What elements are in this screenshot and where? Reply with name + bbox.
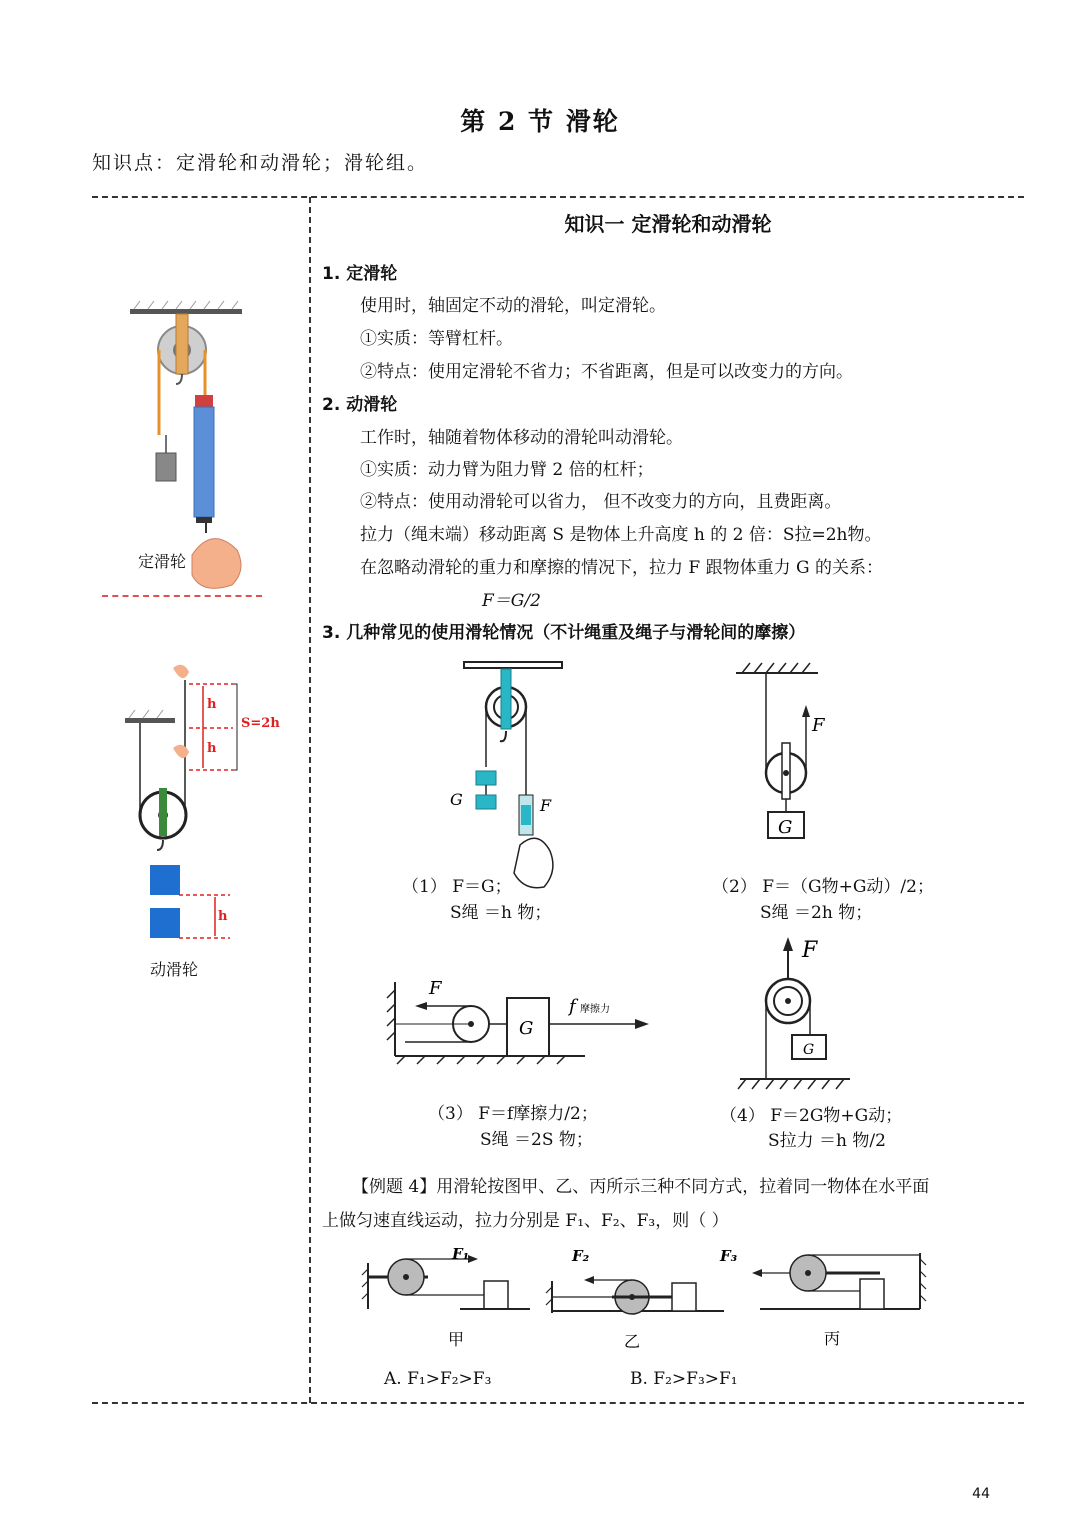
svg-text:F₃: F₃: [720, 1247, 738, 1265]
svg-text:G: G: [803, 1042, 815, 1058]
case4-line2: S拉力 ＝h 物/2: [768, 1131, 886, 1151]
case1-line2: S绳 ＝h 物；: [450, 903, 552, 923]
svg-text:乙: 乙: [624, 1332, 641, 1351]
movable-pulley-feature: ②特点：使用动滑轮可以省力， 但不改变力的方向，且费距离。: [360, 492, 842, 512]
svg-text:F: F: [540, 796, 552, 815]
case4-inverted-pulley-diagram: [732, 935, 857, 1095]
svg-text:h: h: [207, 741, 217, 756]
example-pulley-diagrams: [360, 1243, 950, 1358]
case2-line1: （2） F＝（G物+G动）/2；: [712, 877, 934, 897]
fixed-pulley-heading: 1. 定滑轮: [322, 264, 398, 284]
svg-text:摩擦力: 摩擦力: [580, 1004, 610, 1015]
column-divider: [309, 197, 311, 1403]
svg-text:F₂: F₂: [572, 1247, 590, 1265]
case2-line2: S绳 ＝2h 物；: [760, 903, 873, 923]
svg-text:f: f: [569, 996, 576, 1017]
movable-pulley-essence: ①实质：动力臂为阻力臂 2 倍的杠杆；: [360, 460, 654, 480]
movable-pulley-formula: F＝G/2: [482, 591, 541, 611]
movable-pulley-distance: 拉力（绳末端）移动距离 S 是物体上升高度 h 的 2 倍：S拉=2h物。: [360, 525, 882, 545]
movable-pulley-relation: 在忽略动滑轮的重力和摩擦的情况下，拉力 F 跟物体重力 G 的关系：: [360, 558, 883, 578]
svg-text:F: F: [429, 978, 442, 999]
movable-pulley-heading: 2. 动滑轮: [322, 395, 398, 415]
svg-text:h: h: [207, 697, 217, 712]
fixed-pulley-feature: ②特点：使用定滑轮不省力；不省距离，但是可以改变力的方向。: [360, 362, 853, 382]
case1-fixed-pulley-diagram: [440, 655, 580, 890]
case2-movable-pulley-diagram: [728, 657, 838, 842]
case3-horizontal-pulley-diagram: [385, 970, 660, 1070]
knowledge-points: 知识点：定滑轮和动滑轮；滑轮组。: [92, 152, 429, 174]
movable-pulley-definition: 工作时，轴随着物体移动的滑轮叫动滑轮。: [360, 428, 683, 448]
top-divider: [92, 196, 1024, 198]
fixed-pulley-definition: 使用时，轴固定不动的滑轮，叫定滑轮。: [360, 296, 666, 316]
movable-pulley-illustration: [115, 660, 290, 950]
case3-line1: （3） F＝f摩擦力/2；: [428, 1104, 598, 1124]
svg-text:F: F: [812, 715, 825, 736]
section-title: 知识一 定滑轮和动滑轮: [564, 212, 772, 236]
example-line2: 上做匀速直线运动，拉力分别是 F₁、F₂、F₃，则（ ）: [322, 1211, 729, 1231]
left-red-divider: [102, 595, 262, 597]
svg-text:G: G: [778, 817, 793, 838]
svg-text:G: G: [519, 1018, 534, 1039]
option-b: B. F₂>F₃>F₁: [630, 1369, 738, 1389]
svg-text:G: G: [450, 790, 463, 809]
page-title: 第 2 节 滑轮: [460, 107, 620, 136]
svg-text:F: F: [802, 938, 818, 963]
case1-line1: （1） F＝G；: [402, 877, 512, 897]
example-line1: 【例题 4】用滑轮按图甲、乙、丙所示三种不同方式，拉着同一物体在水平面: [352, 1177, 930, 1197]
svg-text:F₁: F₁: [452, 1245, 470, 1263]
option-a: A. F₁>F₂>F₃: [384, 1369, 492, 1389]
svg-text:h: h: [218, 909, 228, 924]
fixed-pulley-caption: 定滑轮: [138, 552, 187, 571]
page-number: 44: [972, 1486, 990, 1502]
cases-heading: 3. 几种常见的使用滑轮情况（不计绳重及绳子与滑轮间的摩擦）: [322, 623, 806, 643]
case4-line1: （4） F＝2G物+G动；: [720, 1106, 903, 1126]
fixed-pulley-essence: ①实质：等臂杠杆。: [360, 329, 513, 349]
movable-pulley-caption: 动滑轮: [150, 960, 199, 979]
svg-text:丙: 丙: [824, 1329, 841, 1348]
svg-text:S=2h: S=2h: [241, 716, 280, 731]
case3-line2: S绳 ＝2S 物；: [480, 1130, 593, 1150]
svg-text:甲: 甲: [448, 1330, 465, 1349]
bottom-divider: [92, 1402, 1024, 1404]
